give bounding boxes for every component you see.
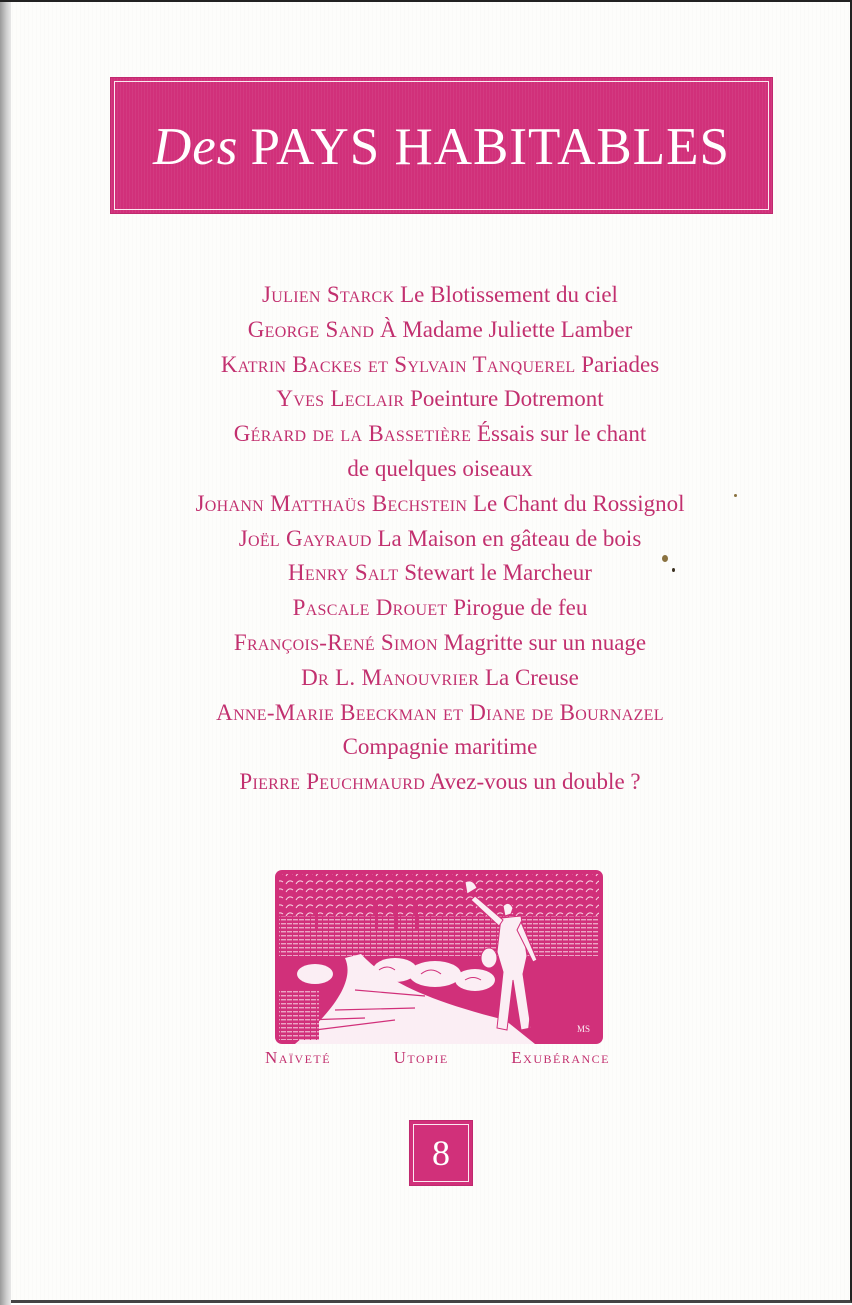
contents-entry	[60, 556, 820, 591]
paper-speck	[734, 494, 737, 497]
contents-entry	[60, 661, 820, 696]
issue-number: 8	[413, 1124, 469, 1182]
entry-author: Pascale Drouet	[292, 595, 448, 621]
entry-title: Poeinture Dotremont	[410, 386, 604, 412]
woodcut-illustration	[275, 870, 603, 1044]
contents-entry	[60, 348, 820, 383]
book-spine-edge	[0, 2, 11, 1305]
journal-title	[153, 117, 730, 177]
entry-author: François-René Simon	[233, 629, 438, 655]
contents-entry	[60, 626, 820, 661]
title-banner-inner-border	[114, 81, 769, 210]
entry-author: Gérard de la Bassetière	[233, 421, 472, 447]
entry-title: Pariades	[581, 351, 660, 377]
motto	[265, 1048, 610, 1068]
entry-title: Le Chant du Rossignol	[473, 490, 685, 516]
svg-text:MS: MS	[577, 1024, 591, 1034]
entry-author: Joël Gayraud	[238, 525, 372, 551]
entry-author: Pierre Peuchmaurd	[239, 769, 426, 795]
walker-landscape-icon	[275, 870, 603, 1044]
motto-word: Utopie	[393, 1048, 449, 1067]
entry-author: Henry Salt	[288, 560, 399, 586]
contents-entry	[60, 278, 820, 313]
entry-title: Compagnie maritime	[342, 734, 538, 760]
entry-author: George Sand	[247, 316, 375, 342]
contents-entry	[60, 522, 820, 557]
contents-entry	[60, 696, 820, 731]
entry-author: Johann Matthaüs Bechstein	[195, 490, 468, 516]
contents-entry	[60, 591, 820, 626]
issue-number-box	[409, 1120, 473, 1186]
contents-entry	[60, 765, 820, 800]
motto-word: Exubérance	[511, 1048, 610, 1067]
entry-author: Yves Leclair	[276, 386, 405, 412]
entry-title: Pirogue de feu	[453, 595, 588, 621]
entry-title: de quelques oiseaux	[347, 455, 533, 481]
entry-title: Stewart le Marcheur	[404, 560, 592, 586]
contents-entry	[60, 313, 820, 348]
entry-author: Anne-Marie Beeckman et Diane de Bournazel	[216, 699, 664, 725]
motto-word: Naïveté	[265, 1048, 332, 1067]
contents-entry	[60, 382, 820, 417]
entry-title: À Madame Juliette Lamber	[379, 316, 633, 342]
table-of-contents	[60, 278, 820, 800]
entry-title: La Creuse	[484, 664, 579, 690]
entry-title: Magritte sur un nuage	[443, 629, 647, 655]
entry-author: Julien Starck	[262, 282, 395, 307]
journal-title-main: PAYS HABITABLES	[250, 117, 730, 176]
entry-author: Katrin Backes et Sylvain Tanquerel	[220, 351, 576, 377]
contents-entry	[60, 417, 820, 452]
journal-title-italic: Des	[153, 117, 239, 176]
entry-title: Éssais sur le chant	[476, 421, 647, 447]
title-banner	[110, 77, 773, 214]
entry-title: Le Blotissement du ciel	[400, 282, 618, 307]
contents-entry-continuation	[60, 452, 820, 487]
paper-speck	[662, 555, 668, 562]
contents-entry	[60, 487, 820, 522]
entry-title: Avez-vous un double ?	[429, 769, 641, 795]
contents-entry-continuation	[60, 730, 820, 765]
entry-title: La Maison en gâteau de bois	[377, 525, 642, 551]
paper-speck	[672, 568, 675, 572]
entry-author: Dr L. Manouvrier	[301, 664, 480, 690]
